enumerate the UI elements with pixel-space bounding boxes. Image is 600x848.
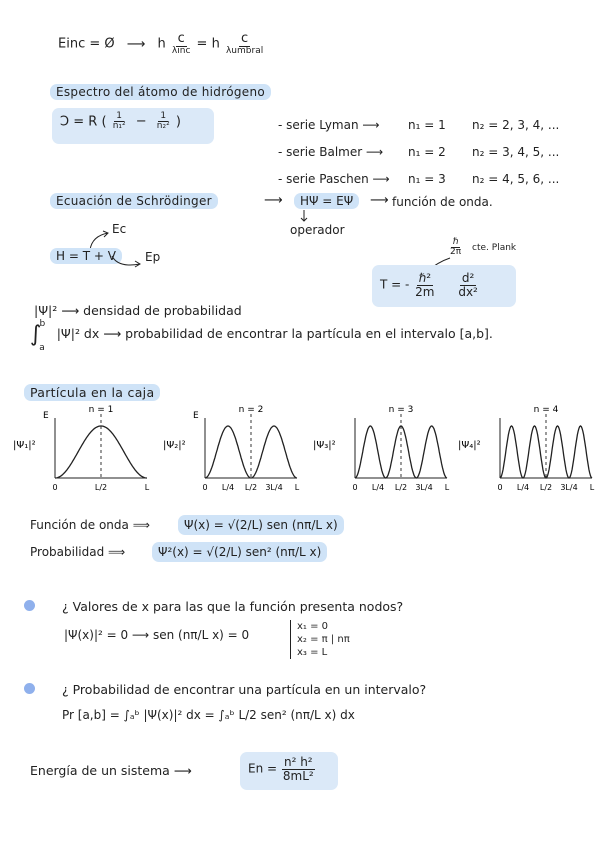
density-line: |Ψ|² ⟶ densidad de probabilidad (34, 303, 242, 318)
series-list (278, 112, 559, 193)
photon-lhs: Einc = Ø (58, 36, 115, 52)
operator-label: operador (290, 223, 345, 237)
hydrogen-heading: Espectro del átomo de hidrógeno (50, 84, 271, 100)
plot-tick-label: 3L/4 (265, 483, 283, 492)
wave-eq: Ψ(x) = √(2/L) sen (nπ/L x) (178, 515, 344, 535)
plot-y-label: |Ψ₃|² (313, 440, 336, 451)
q1-eq: |Ψ(x)|² = 0 ⟶ sen (nπ/L x) = 0 (64, 628, 250, 642)
bullet-q2 (24, 683, 35, 694)
plot-n-label: n = 1 (88, 405, 114, 415)
q1-question: ¿ Valores de x para las que la función presenta nodos? (62, 599, 404, 614)
prob-eq: Ψ²(x) = √(2/L) sen² (nπ/L x) (152, 542, 327, 562)
wave-arrow: ⟶ (370, 193, 389, 208)
series-balmer: - serie Balmer ⟶ n₁ = 2 n₂ = 3, 4, 5, ... (278, 145, 560, 159)
plot-tick-label: L/4 (221, 483, 235, 492)
plot-tick-label: 0 (497, 483, 503, 492)
ec-label: Ec (112, 222, 127, 236)
plot-tick-label: 0 (202, 483, 208, 492)
bullet-q1 (24, 600, 35, 611)
plot-energy-label: E (43, 411, 49, 421)
box-plots (0, 400, 600, 500)
arrow: ⟶ (126, 36, 146, 52)
plot-n-label: n = 3 (388, 405, 414, 415)
q1-solutions: x₁ = 0 x₂ = π | nπ x₃ = L (290, 620, 350, 659)
c-over-lambda-inc: $\frac{c}{\text{λinc}}$ (171, 31, 191, 56)
plot-tick-label: L/4 (516, 483, 530, 492)
ep-label: Ep (145, 250, 161, 264)
plot-tick-label: L (444, 483, 450, 492)
q2-question: ¿ Probabilidad de encontrar una partícula en un intervalo? (62, 682, 427, 697)
plot-tick-label: L/2 (539, 483, 553, 492)
plot-tick-label: 0 (52, 483, 58, 492)
schrodinger-arrow: ⟶ (264, 193, 283, 208)
energy-eq: En = $\frac{\text{n² h²}}{\text{8mL²}}$ (248, 755, 314, 783)
wave-label: Función de onda ⟹ (30, 518, 150, 532)
plot-tick-label: L (294, 483, 300, 492)
integral-text: |Ψ|² dx ⟶ probabilidad de encontrar la partícula en el intervalo [a,b]. (56, 326, 493, 341)
integral-sign: ∫ (30, 322, 42, 347)
prob-label: Probabilidad ⟹ (30, 545, 126, 559)
plot-tick-label: L (589, 483, 595, 492)
plot-n-label: n = 2 (238, 405, 264, 415)
h-symbol: h (157, 36, 166, 52)
plot-tick-label: L/2 (244, 483, 258, 492)
plot-tick-label: L (144, 483, 150, 492)
photon-energy-line (58, 32, 265, 56)
plot-tick-label: L/4 (371, 483, 385, 492)
plot-n-label: n = 4 (533, 405, 559, 415)
plot-tick-label: 3L/4 (560, 483, 578, 492)
c-over-lambda-umbral: $\frac{c}{\text{λumbral}}$ (225, 31, 264, 56)
h-symbol-2: h (211, 36, 220, 52)
plot-y-label: |Ψ₄|² (458, 440, 481, 451)
plot-tick-label: 0 (352, 483, 358, 492)
series-lyman: - serie Lyman ⟶ n₁ = 1 n₂ = 2, 3, 4, ... (278, 118, 560, 132)
equals: = (196, 36, 208, 52)
kinetic-operator: T = - $\frac{\text{ℏ²}}{2m}$ $\frac{\text{d²}}{\text{dx²}}$ (380, 271, 478, 299)
hbar-note: $\frac{\text{ℏ}}{2\pi}$ cte. Plank (450, 237, 517, 258)
wave-function-label: función de onda. (392, 195, 493, 209)
series-paschen: - serie Paschen ⟶ n₁ = 3 n₂ = 4, 5, 6, ... (278, 172, 560, 186)
q2-eq: Pr [a,b] = ∫ₐᵇ |Ψ(x)|² dx = ∫ₐᵇ L/2 sen² (nπ/L x) dx (62, 708, 355, 722)
schrodinger-heading: Ecuación de Schrödinger (50, 193, 218, 209)
energy-label: Energía de un sistema ⟶ (30, 763, 192, 778)
hamiltonian-eq: H = T + V (50, 248, 122, 264)
schrodinger-eq: HΨ = EΨ (294, 193, 359, 209)
box-heading: Partícula en la caja (24, 384, 160, 401)
plot-y-label: |Ψ₂|² (163, 440, 186, 451)
ep-arrow (110, 252, 146, 272)
plot-tick-label: L/2 (94, 483, 108, 492)
plot-y-label: |Ψ₁|² (13, 440, 36, 451)
rydberg-formula: Ɔ = R ( $\frac{1}{\text{n₁²}}$ − $\frac{1}{\text{n₂²}}$ ) (60, 111, 181, 132)
integral-line: ∫$^b_a$ |Ψ|² dx ⟶ probabilidad de encontrar la partícula en el intervalo [a,b]. (30, 319, 493, 353)
plot-tick-label: 3L/4 (415, 483, 433, 492)
plot-energy-label: E (193, 411, 199, 421)
plot-tick-label: L/2 (394, 483, 408, 492)
operator-arrow (298, 209, 310, 223)
